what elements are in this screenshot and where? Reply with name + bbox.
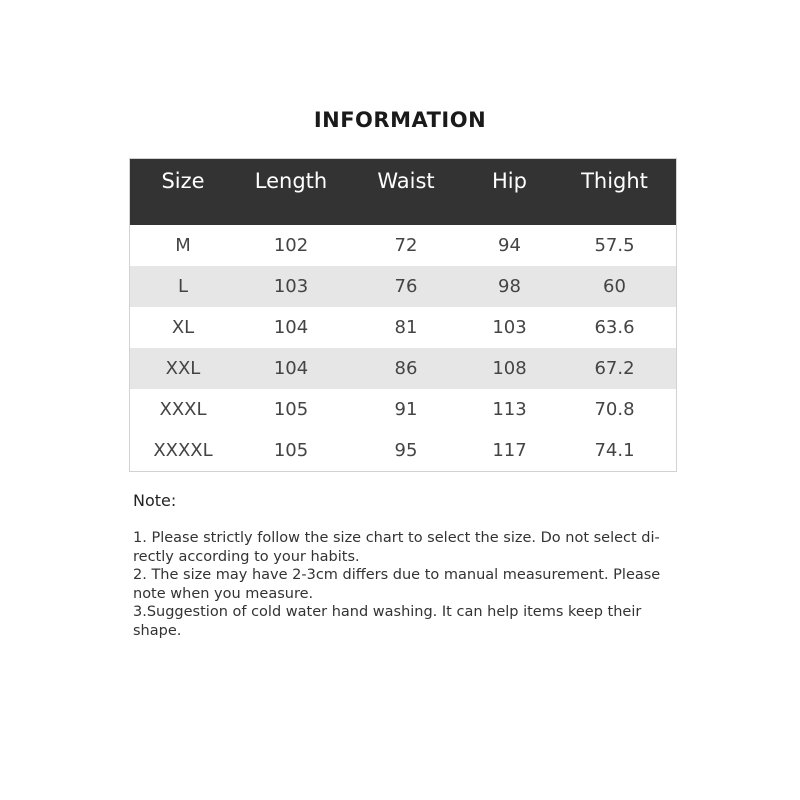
table-row [130, 266, 676, 307]
cell-waist: 72 [394, 235, 418, 256]
cell-waist: 86 [394, 358, 418, 379]
cell-hip: 117 [492, 440, 527, 461]
cell-size: L [177, 276, 189, 297]
table-row [130, 225, 676, 266]
notes-list [133, 529, 673, 640]
table-row [130, 307, 676, 348]
header-size: Size [161, 169, 205, 193]
table-row [130, 430, 676, 471]
cell-length: 105 [273, 399, 309, 420]
size-chart-table [129, 158, 677, 472]
cell-size: XL [171, 317, 195, 338]
table-header [130, 159, 676, 225]
cell-hip: 113 [492, 399, 527, 420]
cell-thight: 63.6 [594, 317, 635, 338]
header-thight: Thight [581, 169, 648, 193]
header-waist: Waist [377, 169, 435, 193]
note-line: rectly according to your habits. [133, 548, 360, 565]
note-line: shape. [133, 622, 182, 639]
table-body [130, 225, 676, 471]
cell-waist: 91 [394, 399, 418, 420]
cell-waist: 76 [394, 276, 418, 297]
cell-hip: 103 [492, 317, 527, 338]
cell-size: XXXL [159, 399, 207, 420]
note-line: 3.Suggestion of cold water hand washing. It can help items keep their [133, 604, 642, 620]
cell-hip: 98 [498, 276, 521, 297]
note-line: note when you measure. [133, 585, 314, 602]
cell-size: XXXXL [153, 440, 213, 461]
cell-thight: 57.5 [594, 235, 635, 256]
cell-hip: 94 [498, 235, 521, 256]
table-row [130, 389, 676, 430]
cell-length: 103 [273, 276, 309, 297]
cell-size: XXL [165, 358, 201, 379]
note-line: 1. Please strictly follow the size chart to select the size. Do not select di- [133, 530, 660, 546]
page-title: INFORMATION [313, 108, 487, 132]
cell-thight: 67.2 [594, 358, 635, 379]
cell-length: 102 [273, 235, 309, 256]
cell-hip: 108 [492, 358, 527, 379]
header-hip: Hip [492, 169, 527, 193]
table-row [130, 348, 676, 389]
cell-thight: 70.8 [594, 399, 635, 420]
cell-waist: 81 [394, 317, 418, 338]
cell-thight: 74.1 [594, 440, 635, 461]
cell-length: 105 [273, 440, 309, 461]
cell-waist: 95 [394, 440, 418, 461]
header-length: Length [254, 169, 328, 193]
note-line: 2. The size may have 2-3cm differs due to manual measurement. Please [133, 567, 661, 583]
note-heading: Note: [133, 491, 177, 510]
cell-thight: 60 [603, 276, 626, 297]
cell-size: M [175, 235, 191, 256]
cell-length: 104 [273, 317, 309, 338]
cell-length: 104 [273, 358, 309, 379]
